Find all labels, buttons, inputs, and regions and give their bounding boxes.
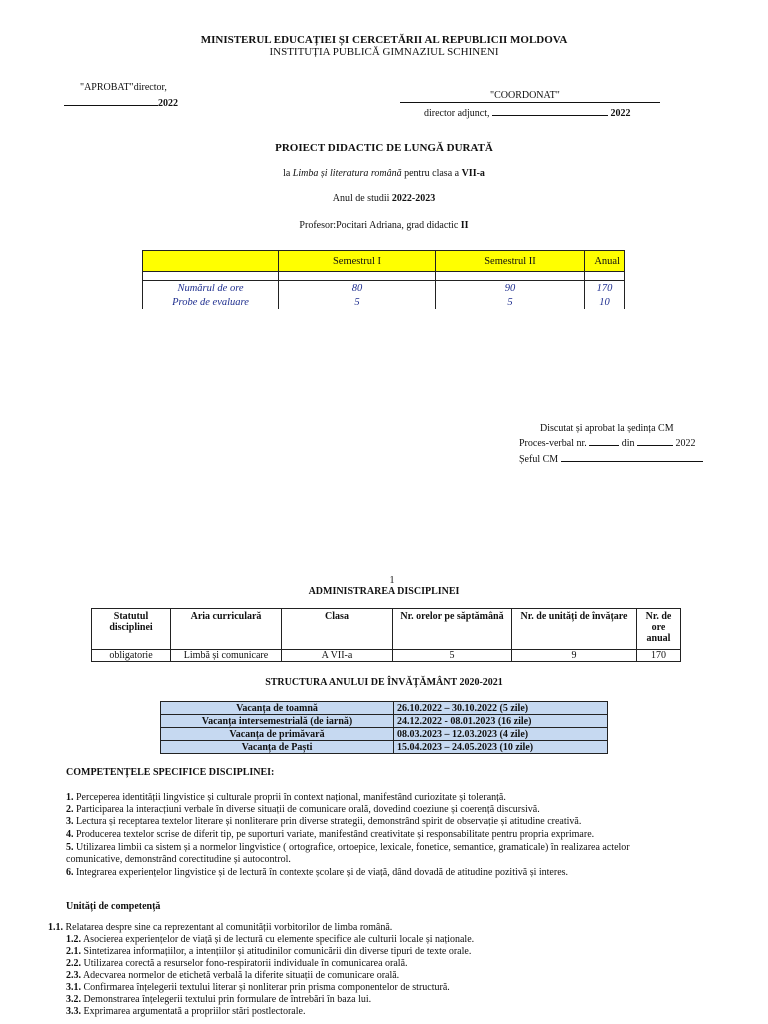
- hours-cell: 170: [585, 281, 625, 296]
- units-title: Unități de competență: [66, 901, 161, 912]
- cm-head-line: Șeful CM: [519, 451, 703, 465]
- hours-row-label: Probe de evaluare: [143, 295, 279, 309]
- ministry-heading: MINISTERUL EDUCAȚIEI ȘI CERCETĂRII AL REPUBLICII MOLDOVA: [200, 34, 568, 46]
- table-row: [143, 281, 625, 296]
- admin-cell: 9: [512, 650, 637, 662]
- vacation-name: Vacanța intersemestrială (de iarnă): [161, 715, 394, 728]
- cm-discussed-line: Discutat și aprobat la ședința CM: [540, 423, 674, 434]
- hours-cell: 5: [279, 295, 436, 309]
- vacation-name: Vacanța de primăvară: [161, 728, 394, 741]
- subject-name: Limba și literatura română: [292, 168, 402, 179]
- approved-label: "APROBAT"director,: [80, 82, 167, 93]
- deputy-line: [424, 105, 631, 119]
- hours-header-cell: Semestrul II: [436, 251, 585, 272]
- table-row: [143, 295, 625, 309]
- admin-header-cell: Clasa: [282, 609, 393, 650]
- vacation-name: Vacanța de Paști: [161, 741, 394, 754]
- table-header-row: [92, 609, 681, 650]
- list-item: 2. Participarea la interacțiuni verbale în diverse situații de comunicare orală, dovedind coeziune și coerență discursivă.: [66, 804, 540, 815]
- hours-cell: 90: [436, 281, 585, 296]
- admin-header-cell: Nr. orelor pe săptămână: [393, 609, 512, 650]
- vacation-dates: 08.03.2023 – 12.03.2023 (4 zile): [394, 728, 608, 741]
- year-structure-table: [160, 701, 608, 754]
- institution-heading: INSTITUȚIA PUBLICĂ GIMNAZIUL SCHINENI: [269, 46, 499, 58]
- list-item: 6. Integrarea experiențelor lingvistice și de lectură în contexte școlare și de viață, dând dovadă de atitudine pozitivă și interes.: [66, 867, 569, 878]
- class-name: VII-a: [461, 168, 485, 179]
- table-row: [92, 650, 681, 662]
- table-row: [161, 702, 608, 715]
- approved-signature-line: [64, 95, 178, 109]
- vacation-dates: 15.04.2023 – 24.05.2023 (10 zile): [394, 741, 608, 754]
- competences-title: COMPETENȚELE SPECIFICE DISCIPLINEI:: [66, 767, 275, 778]
- hours-cell: 10: [585, 295, 625, 309]
- admin-cell: A VII-a: [282, 650, 393, 662]
- hours-header-cell: Semestrul I: [279, 251, 436, 272]
- hours-cell: 5: [436, 295, 585, 309]
- list-item: 5. Utilizarea limbii ca sistem și a normelor lingvistice ( ortografice, ortoepice, lexicale, fonetice, semantice, gramaticale) în realizarea actelor comunicative, demonstrând corectitudine și autocontrol.: [66, 842, 630, 865]
- deputy-label: director adjunct,: [424, 108, 490, 119]
- table-row: [161, 715, 608, 728]
- subject-line: la Limba și literatura română pentru clasa a VII-a: [283, 168, 485, 179]
- list-item: 1. Perceperea identității lingvistice și culturale proprii în context național, manifestând curiozitate și toleranță.: [66, 792, 506, 803]
- year-structure-title: STRUCTURA ANULUI DE ÎNVĂȚĂMÂNT 2020-2021: [265, 677, 503, 688]
- admin-header-cell: Statutul disciplinei: [92, 609, 171, 650]
- list-item: 4. Producerea textelor scrise de diferit tip, pe suporturi variate, manifestând creativitate și responsabilitate pentru propria exprimare.: [66, 829, 595, 840]
- hours-row-label: Numărul de ore: [143, 281, 279, 296]
- admin-cell: 170: [637, 650, 681, 662]
- hours-cell: 80: [279, 281, 436, 296]
- administration-title: ADMINISTRAREA DISCIPLINEI: [308, 586, 460, 597]
- coordinated-signature-line: [400, 102, 660, 103]
- hours-header-cell: Anual: [585, 251, 625, 272]
- admin-header-cell: Nr. de unități de învățare: [512, 609, 637, 650]
- list-item: 1.1. Relatarea despre sine ca reprezentant al comunității vorbitorilor de limba română.: [48, 922, 393, 933]
- admin-header-cell: Nr. de ore anual: [637, 609, 681, 650]
- document-title: PROIECT DIDACTIC DE LUNGĂ DURATĂ: [275, 142, 493, 154]
- list-item: 3.2. Demonstrarea înțelegerii textului prin formulare de întrebări în baza lui.: [66, 994, 372, 1005]
- hours-header-cell: [143, 251, 279, 272]
- list-item: 3. Lectura și receptarea textelor literare și nonliterare prin diverse strategii, demonstrând spirit de observație și atitudine creativă.: [66, 816, 582, 827]
- admin-cell: 5: [393, 650, 512, 662]
- vacation-dates: 26.10.2022 – 30.10.2022 (5 zile): [394, 702, 608, 715]
- admin-cell: Limbă și comunicare: [171, 650, 282, 662]
- admin-cell: obligatorie: [92, 650, 171, 662]
- approved-year: 2022: [158, 98, 178, 109]
- list-item: 3.1. Confirmarea înțelegerii textului literar și nonliterar prin prisma componentelor de structură.: [66, 982, 450, 993]
- page-number: 1: [389, 575, 395, 586]
- vacation-name: Vacanța de toamnă: [161, 702, 394, 715]
- list-item: 2.3. Adecvarea normelor de etichetă verbală la diferite situații de comunicare orală.: [66, 970, 400, 981]
- administration-table: [91, 608, 681, 662]
- hours-table-header: [143, 251, 625, 272]
- table-row: [161, 728, 608, 741]
- admin-header-cell: Aria curriculară: [171, 609, 282, 650]
- coordinated-label: "COORDONAT": [490, 90, 560, 101]
- table-row: [161, 741, 608, 754]
- deputy-year: 2022: [610, 108, 631, 119]
- teacher-line: Profesor:Pocitari Adriana, grad didactic II: [299, 220, 469, 231]
- list-item: 2.1. Sintetizarea informațiilor, a intențiilor și atitudinilor comunicării din diverse tipuri de texte orale.: [66, 946, 472, 957]
- vacation-dates: 24.12.2022 - 08.01.2023 (16 zile): [394, 715, 608, 728]
- list-item: 2.2. Utilizarea corectă a resurselor fono-respiratorii individuale în comunicarea orală.: [66, 958, 408, 969]
- list-item: 1.2. Asocierea experiențelor de viață și de lectură cu elemente specifice ale culturii locale și naționale.: [66, 934, 475, 945]
- school-year-line: Anul de studii 2022-2023: [332, 193, 436, 204]
- hours-table: [142, 250, 625, 309]
- cm-minutes-line: Proces-verbal nr. din 2022: [519, 435, 696, 449]
- list-item: 3.3. Exprimarea argumentată a propriilor stări postlectorale.: [66, 1006, 306, 1017]
